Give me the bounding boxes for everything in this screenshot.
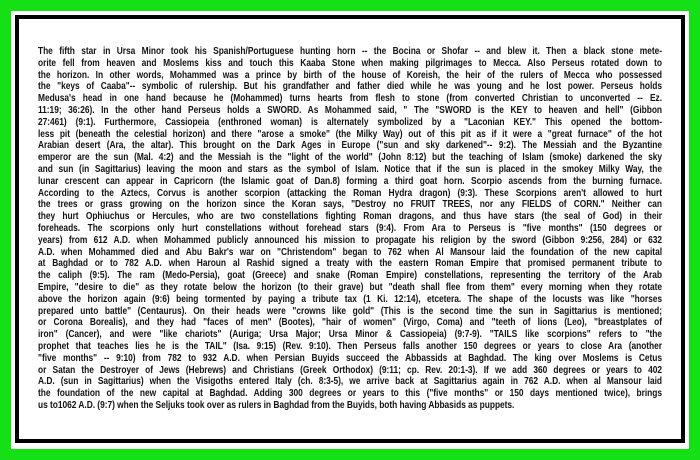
text-line: at Baghdad or to 782 A.D. when Haroun al Rashid signed a treaty with the eastern Roman Empire that promised permanent tribute to bbox=[38, 257, 662, 270]
text-line: Arabian desert (Ara, the altar). This brought on the Dark Ages in Europe ("sun and sky darkened"-- 9:2). The Messiah and the Byzantine bbox=[38, 139, 662, 152]
text-line: years) from 612 A.D. when Mohammed publicly announced his mission to propagate his religion by the sword (Gibbon 9:256, 284) or 632 bbox=[38, 233, 662, 246]
body-text bbox=[38, 46, 662, 412]
text-line: A.D. (sun in Sagittarius) when the Visigoths entered Italy (ch. 8:3-5), we arrive back at Sagittarius again in 762 A.D. when al Mansour laid bbox=[38, 375, 662, 388]
text-line: above the horizon again (9:6) being tormented by paying a tribute tax (1 Ki. 12:14), etcetera. The shape of the locusts was like "horses bbox=[38, 292, 662, 305]
text-line: Empire, "desire to die" as they rotate below the horizon (to their grave) but "death shall flee from them" every morning when they rotate bbox=[38, 280, 662, 293]
text-line: the "keys of Caaba"-- symbolic of rulership. But his grandfather and father died while he was young and he lost power. Perseus holds bbox=[38, 80, 662, 93]
text-line: prepared unto battle" (Centaurus). On their heads were "crowns like gold" (This is the second time the sun in Sagittarius is mentioned; bbox=[38, 304, 662, 317]
text-line: 27:461) (9:1). Furthermore, Cassiopeia (enthroned woman) is alternately symbolized by a "Laconian KEY." This opened the bottom- bbox=[38, 115, 662, 128]
page-border-box bbox=[15, 15, 685, 443]
text-line: they hurt Ophiuchus or Hercules, who are two constellations fighting Roman dragons, and thus have stars (the seal of God) in their bbox=[38, 210, 662, 223]
text-line: and sun (in Sagittarius) leaving the moon and stars as the symbol of Islam. Notice that if the sun is placed in the smokey Milky Way, the bbox=[38, 162, 662, 175]
text-line: or Corona Borealis), and they had "faces of men" (Bootes), "hair of women" (Virgo, Coma) and "teeth of lions (Leo), "breastplates of bbox=[38, 316, 662, 329]
text-line: emperor are the sun (Mal. 4:2) and the Messiah is the "light of the world" (John 8:12) but the teaching of Islam (smoke) darkened the sky bbox=[38, 151, 662, 164]
text-line: iron" (Cancer), and were "like chariots" (Auriga; Ursa Major; Ursa Minor & Cassiopeia) (9:7-9). "TAILS like scorpions" refers to "the bbox=[38, 328, 662, 341]
text-line: the foundation of the new capital at Baghdad. Adding 300 degrees or years to this ("five months" or 150 days mentioned twice), brings bbox=[38, 387, 662, 400]
text-line: orite fell from heaven and Moslems kiss and touch this Kaaba Stone when making pilgrimages to Mecca. Also Perseus rotated down to bbox=[38, 56, 662, 69]
text-line: Medusa's head in one hand because he (Mohammed) turns hearts from flesh to stone (from converted Christian to unconverted -- Ez. bbox=[38, 92, 662, 105]
text-line: the trees or grass growing on the horizon since the Koran says, "Destroy no FRUIT TREES, nor any FIELDS of CORN." Neither can bbox=[38, 198, 662, 211]
text-line: or Satan the Destroyer of Jews (Hebrews) and Christians (Greek Orthodox) (9:11; cp. Rev. 20:1-3). If we add 360 degrees or years to 402 bbox=[38, 363, 662, 376]
text-line: "five months" -- 9:10) from 782 to 932 A.D. when Persian Buyids succeed the Abbassids at Baghdad. The king over Moslems is Cetus bbox=[38, 351, 662, 364]
text-line: 11:19; 36:26). In the other hand Perseus holds a SWORD. As Mohammed said, " The "SWORD is the KEY to heaven and hell" (Gibbon bbox=[38, 103, 662, 116]
text-line: The fifth star in Ursa Minor took his Spanish/Portuguese hunting horn -- the Bocina or Shofar -- and blew it. Then a black stone mete- bbox=[38, 45, 662, 57]
text-line: the horizon. In other words, Mohammed was a prince by birth of the house of Koreish, the heir of the rulers of Mecca who possessed bbox=[38, 68, 662, 81]
text-line: A.D. when Mohammed died and Abu Bakr's war on "Christendom" began to 762 when Al Mansour laid the foundation of the new capital bbox=[38, 245, 662, 258]
text-line: us to1062 A.D. (9:7) when the Seljuks took over as rulers in Baghdad from the Buyids, both having Abbasids as puppets. bbox=[38, 398, 515, 411]
text-line: foreheads. The scorpions only hurt constellations without forehead stars (9:4). From Ara to Perseus is "five months" (150 degrees or bbox=[38, 221, 662, 234]
text-line: less pit (beneath the celestial horizon) and there "arose a smoke" (the Milky Way) out of this pit as if it were a "great furnace" of the hot bbox=[38, 127, 662, 140]
text-line: lunar crescent can appear in Capricorn (the Islamic goat of Dan.8) forming a third goat horn. Scorpio ascends from the burning furnace. bbox=[38, 174, 662, 187]
text-line: According to the Aztecs, Corvus is another scorpion (attacking the Roman Hydra dragon) (9:3). These Scorpions aren't allowed to hurt bbox=[38, 186, 662, 199]
text-line: the caliph (9:5). The ram (Medo-Persia), goat (Greece) and snake (Roman Empire) constellations, representing the territory of the Arab bbox=[38, 269, 662, 282]
text-line: prophet that teaches lies he is the TAIL" (Isa. 9:15) (Rev. 9:10). Then Perseus falls another 150 degrees or years to close Ara (another bbox=[38, 339, 662, 352]
